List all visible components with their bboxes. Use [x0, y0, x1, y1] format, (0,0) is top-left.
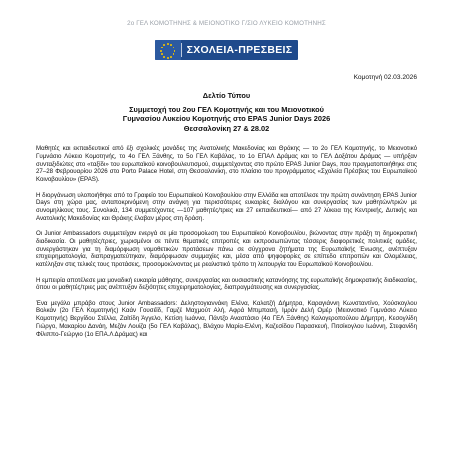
- paragraph: Η διοργάνωση υλοποιήθηκε από το Γραφείο του Ευρωπαϊκού Κοινοβουλίου στην Ελλάδα και αποτέλεσε την πρώτη συνάντηση EPAS Junior Days στη χώρα μας, ανταποκρινόμενη στην ανάγκη για περισσότερες ευκαιρίες διαλόγου και συνεργασίας των μαθητών/τριών με συνομηλίκους τους. Συνολικά, 134 συμμετέχοντες —107 μαθητές/τριες και 27 εκπαιδευτικοί— από 27 λύκεια της Κεντρικής, Δυτικής και Ανατολικής Μακεδονίας και Θράκης έλαβαν μέρος στη δράση.: [36, 191, 417, 222]
- eu-flag-icon: [155, 40, 181, 60]
- paragraph: Μαθητές και εκπαιδευτικοί από έξι σχολικές μονάδες της Ανατολικής Μακεδονίας και Θράκης — το 2ο ΓΕΛ Κομοτηνής, το Μειονοτικό Γυμνάσιο Λύκειο Κομοτηνής, το 4ο ΓΕΛ Ξάνθης, το 5ο ΓΕΛ Καβάλας, το 1ο ΕΠΑΛ Δράμας και το ΓΕΛ Δοξάτου Δράμας — υπήρξαν συνταξιδιώτες στο «ταξίδι» του ευρωπαϊκού κοινοβουλευτισμού, συμμετέχοντας στο πρώτο EPAS Junior Days, που πραγματοποιήθηκε στις 27–28 Φεβρουαρίου 2026 στο Porto Palace Hotel, στη Θεσσαλονίκη, στο πλαίσιο του προγράμματος «Σχολεία Πρέσβεις του Ευρωπαϊκού Κοινοβουλίου» (EPAS).: [36, 145, 417, 184]
- paragraph: Ένα μεγάλο μπράβο στους Junior Ambassadors: Δεληστογιαννάκη Ελένα, Καλατζή Δήμητρα, Καραγιάννη Κωνσταντίνο, Χούσκογλου Βολκάν (2ο ΓΕΛ Κομοτηνής) Καάν Γουσέϊδ, Γαμζέ Μαχμούτ Αλή, Αφρά Μπιμπασή, Ιμράν Δελή Ομέρ (Μειονοτικό Γυμνάσιο Λύκειο Κομοτηνής) Βεργίδου Στέλλα, Ζαϊτίδη Άγγελο, Κετίση Ιωάννα, Πάντζο Αναστάσιο (4ο ΓΕΛ Ξάνθης) Καλογεροπούλου Δήμητρη, Κεσογλίδη Γιώργο, Μακαρίου Δανάη, Μεζάν Λουίζα (5ο ΓΕΛ Καβάλας), Βλάχου Μαρία-Ελένη, Καζεσίδου Παρασκευή, Πιτσίκογλου Ιωάννη, Στεφανίδη Φίλιππο-Γεώργιο (1ο ΕΠΑ.Λ Δράμας) και: [36, 299, 417, 338]
- title-line: Συμμετοχή του 2ου ΓΕΛ Κομοτηνής και του Μειονοτικού: [129, 105, 324, 114]
- schools-ambassadors-logo: [155, 40, 299, 60]
- body-text: [36, 145, 417, 338]
- paragraph: Οι Junior Ambassadors συμμετείχαν ενεργά σε μία προσομοίωση του Ευρωπαϊκού Κοινοβουλίου, βιώνοντας στην πράξη τη δημοκρατική διαδικασία. Οι μαθητές/τριες, χωρισμένοι σε πέντε θεματικές επιτροπές και εκπροσωπώντας τέσσερις διαφορετικές πολιτικές ομάδες, συνεργάστηκαν για τη διαμόρφωση νομοθετικών προτάσεων πάνω σε σύγχρονα ζητήματα της Ευρωπαϊκής Ένωσης, ανέπτυξαν επιχειρηματολογία, διαπραγματεύτηκαν, διαμόρφωσαν συμμαχίες και, μέσα από ψηφοφορίες σε επίπεδο επιτροπών και Ολομέλειας, κατέληξαν στις τελικές τους προτάσεις, προσομοιώνοντας με ρεαλιστικό τρόπο τη λειτουργία του Ευρωπαϊκού Κοινοβουλίου.: [36, 230, 417, 269]
- logo-divider: [181, 43, 182, 57]
- document-type: Δελτίο Τύπου: [202, 91, 251, 100]
- logo-row: [36, 40, 417, 60]
- logo-text: ΣΧΟΛΕΙΑ-ΠΡΕΣΒΕΙΣ: [186, 44, 293, 56]
- title-line: Θεσσαλονίκη 27 & 28.02: [183, 123, 270, 133]
- title-line: Γυμνασίου Λυκείου Κομοτηνής στο EPAS Junior Days 2026: [122, 114, 331, 124]
- paragraph: Η εμπειρία αποτέλεσε μια μοναδική ευκαιρία μάθησης, συνεργασίας και ουσιαστικής κατανόησης της ευρωπαϊκής δημοκρατικής διαδικασίας, όπου οι μαθητές/τριες μας ανέπτυξαν δεξιότητες επιχειρηματολογίας, διαπραγμάτευσης και συνεργασίας.: [36, 276, 417, 292]
- title-block: [36, 105, 417, 133]
- date-line: Κομοτηνή 02.03.2026: [353, 74, 417, 81]
- school-header: 2ο ΓΕΛ ΚΟΜΟΤΗΝΗΣ & ΜΕΙΟΝΟΤΙΚΟ Γ/ΣΙΟ ΛΥΚΕΙΟ ΚΟΜΟΤΗΝΗΣ: [127, 20, 326, 27]
